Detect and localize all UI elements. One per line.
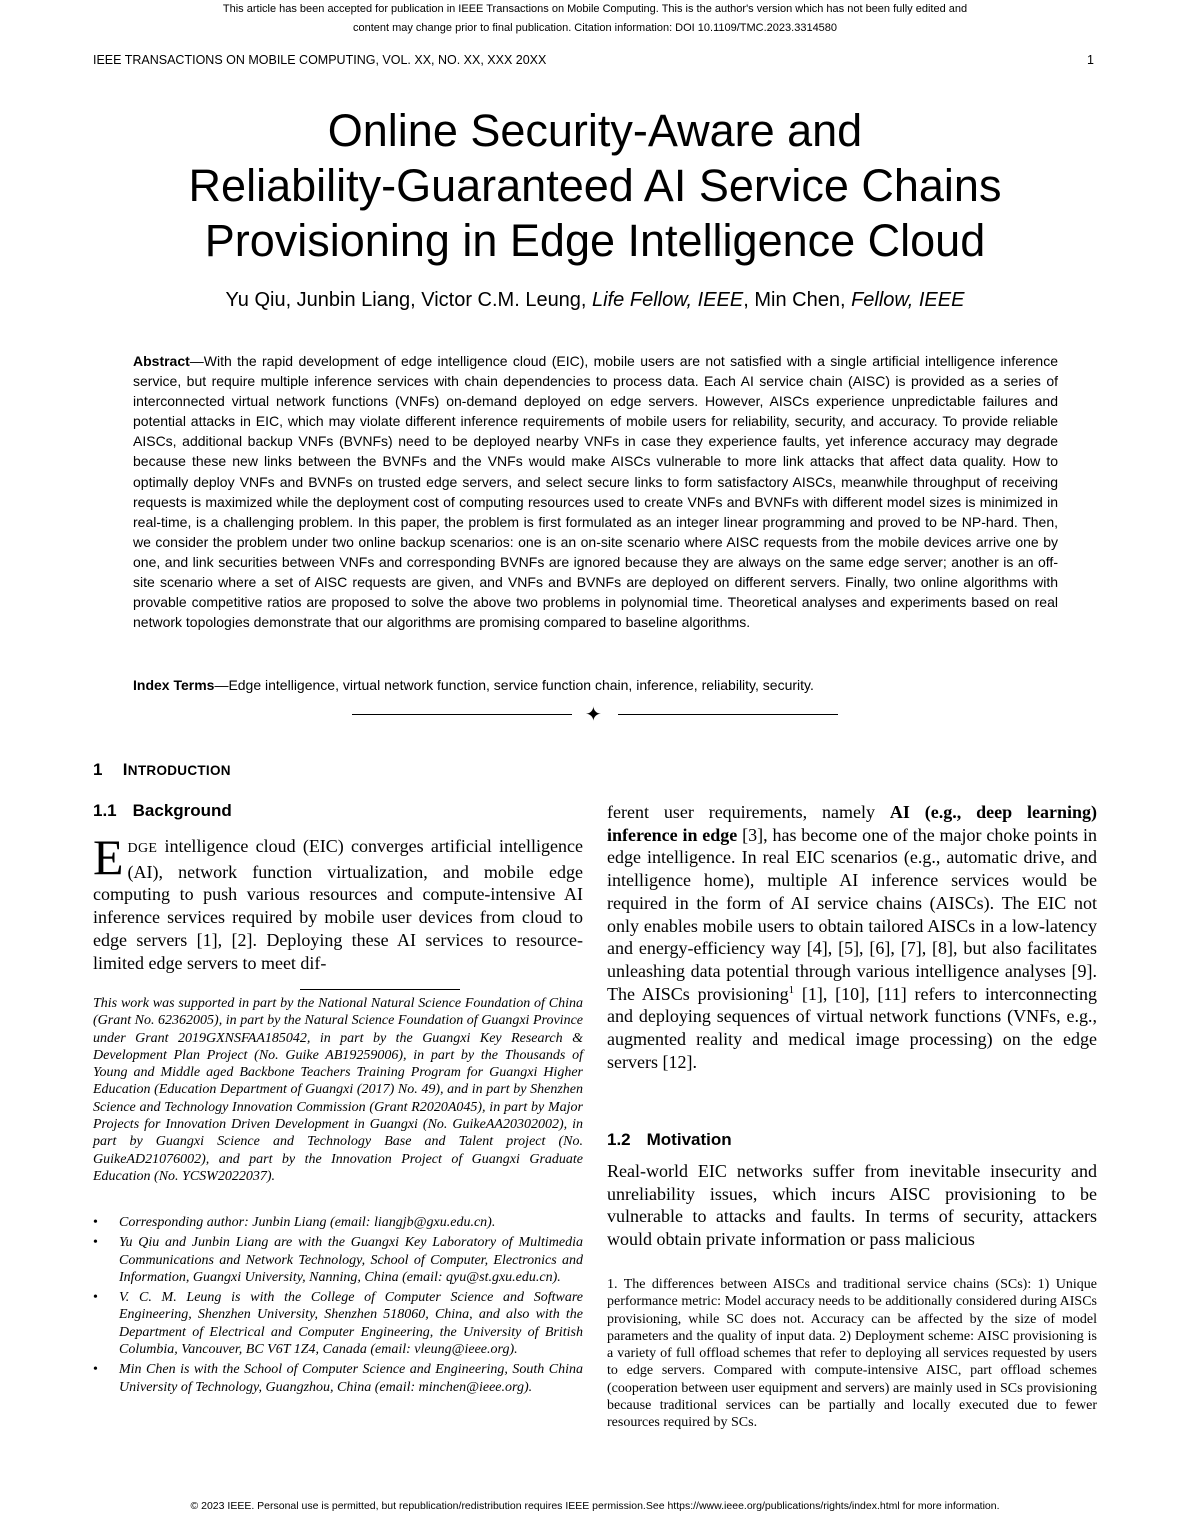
affiliation-text: Yu Qiu and Junbin Liang are with the Guangxi Key Laboratory of Multimedia Communications and Network Technology, School of Computer, Electronics and Information, Guangxi University, Nanning, China (email: qyu@st.gxu.edu.cn). <box>119 1235 583 1285</box>
list-item <box>93 1289 583 1358</box>
bullet-icon: • <box>93 1215 98 1230</box>
bullet-icon: • <box>93 1290 98 1306</box>
index-terms <box>133 675 1058 695</box>
subsection-number: 1.1 <box>93 801 117 820</box>
affiliation-text: V. C. M. Leung is with the College of Computer Science and Software Engineering, Shenzhen University, Shenzhen 518060, China, and also with the Department of Electrical and Computer Engineering, the University of British Columbia, Vancouver, BC V6T 1Z4, Canada (email: vleung@ieee.org). <box>119 1290 583 1358</box>
funding-note: This work was supported in part by the National Natural Science Foundation of China (Grant No. 62362005), in part by the Natural Science Foundation of Guangxi Province under Grant 2019GXNSFAA185042, in part by the Guangxi Key Research & Development Plan Project (No. Guike AB19259006), in part by the Thousands of Young and Middle aged Backbone Teachers Training Program for Guangxi Higher Education (Education Department of Guangxi (2017) No. 49), and in part by Shenzhen Science and Technology Innovation Commission (Grant R2020A045), in part by Major Projects for Innovation Driven Development in Guangxi (No. GuikeAA20302002), in part by Guangxi Science and Technology Base and Talent project (No. GuikeAD21076002), and part by the Innovation Project of Guangxi Graduate Education (No. YCSW2022037). <box>93 996 583 1184</box>
section-title-initial: I <box>122 760 128 779</box>
running-head: IEEE TRANSACTIONS ON MOBILE COMPUTING, VOL. XX, NO. XX, XXX 20XX <box>93 53 547 67</box>
divider-star-icon: ✦ <box>585 704 602 726</box>
background-paragraph <box>93 829 583 974</box>
section-heading-introduction <box>93 760 231 780</box>
authors-part-a: Yu Qiu, Junbin Liang, Victor C.M. Leung, <box>225 289 593 311</box>
abstract <box>133 351 1058 632</box>
notice-line-1: This article has been accepted for publication in IEEE Transactions on Mobile Computing. This is the author's version which has not been fully edited and <box>222 3 968 15</box>
copyright-footer: © 2023 IEEE. Personal use is permitted, but republication/redistribution requires IEEE permission.See https://www.ieee.org/publications/rights/index.html for more information. <box>190 1500 1000 1512</box>
index-terms-label: Index Terms <box>133 677 215 693</box>
author-list <box>100 289 1090 312</box>
background-emphasis: AI (e.g., deep learning) inference in edge <box>607 802 1098 845</box>
background-cont-c: [1], [10], [11] refers to interconnecting and deploying sequences of virtual network functions (VNFs, e.g., augmented reality and medical image processing) on the edge servers [12]. <box>607 983 1097 1072</box>
affiliation-list <box>93 1214 583 1399</box>
subsection-number: 1.2 <box>607 1130 631 1149</box>
list-item <box>93 1361 583 1396</box>
drop-cap: E <box>93 829 124 885</box>
background-cont-b: [3], has become one of the major choke points in edge intelligence. In real EIC scenarios (e.g., automatic drive, and intelligence home), multiple AI inference services would be required in the form of AI service chains (AISCs). The EIC not only enables mobile users to obtain tailored AISCs in a low-latency and energy-efficiency way [4], [5], [6], [7], [8], but also facilitates unleashing data potential through various intelligence analyses [9]. The AISCs provisioning <box>607 824 1098 1004</box>
section-title-rest: NTRODUCTION <box>127 763 231 778</box>
divider-rule-right <box>618 714 838 715</box>
subsection-title: Background <box>132 801 232 820</box>
paper-title <box>120 103 1070 268</box>
subsection-heading-motivation <box>607 1130 732 1150</box>
background-text: intelligence cloud (EIC) converges artificial intelligence (AI), network function virtualization, and mobile edge computing to push various resources and compute-intensive AI inference services required by mobile user devices from cloud to edge servers [1], [2]. Deploying these AI services to resource-limited edge servers to meet dif- <box>93 836 583 973</box>
abstract-text: —With the rapid development of edge intelligence cloud (EIC), mobile users are not satisfied with a single artificial intelligence inference service, but require multiple inference services with chain dependencies to process data. Each AI service chain (AISC) is provided as a series of interconnected virtual network functions (VNFs) on-demand deployed on edge servers. However, AISCs experience unpredictable failures and potential attacks in EIC, which may violate different inference requirements of mobile users for reliability, security, and accuracy. To provide reliable AISCs, additional backup VNFs (BVNFs) need to be deployed nearby VNFs in case they experience faults, yet inference accuracy may degrade because these new links between the BVNFs and the VNFs would make AISCs vulnerable to more link attacks that affect data quality. How to optimally deploy VNFs and BVNFs on trusted edge servers, and select secure links to form satisfactory AISCs, meanwhile throughput of receiving requests is maximized while the deployment cost of computing resources used to create VNFs and BVNFs with different model sizes is minimized in real-time, is a challenging problem. In this paper, the problem is first formulated as an integer linear programming and proved to be NP-hard. Then, we consider the problem under two online backup scenarios: one is an on-site scenario where AISC requests from the mobile devices arrive one by one, and link securities between VNFs and corresponding BVNFs are ignored because they are always on the same edge server; another is an off-site scenario where a set of AISC requests are given, and VNFs and BVNFs are deployed on different servers. Finally, two online algorithms with provable competitive ratios are proposed to solve the above two problems in polynomial time. Theoretical analyses and experiments based on real network topologies demonstrate that our algorithms are promising compared to baseline algorithms. <box>133 353 1058 631</box>
index-terms-text: —Edge intelligence, virtual network function, service function chain, inference, reliability, security. <box>214 677 814 693</box>
title-line-3: Provisioning in Edge Intelligence Cloud <box>204 215 986 266</box>
footnote-1: 1. The differences between AISCs and traditional service chains (SCs): 1) Unique performance metric: Model accuracy needs to be additionally considered during AISCs provisioning, while SC does not. Accuracy can be affected by the size of model parameters and the quality of input data. 2) Deployment scheme: AISC provisioning is a variety of full offload schemes that refer to deploying all services requested by users to edge servers. Compared with compute-intensive AISC, part offload schemes (cooperation between user equipment and servers) are mainly used in SCs provisioning because traditional services can be partially and locally executed due to fewer resources required by SCs. <box>607 1277 1097 1431</box>
abstract-label: Abstract <box>133 353 190 369</box>
subsection-heading-background <box>93 801 232 821</box>
bullet-icon: • <box>93 1235 98 1251</box>
page-number: 1 <box>1087 53 1094 67</box>
affiliation-text: Corresponding author: Junbin Liang (email: liangjb@gxu.edu.cn). <box>119 1215 496 1230</box>
background-paragraph-continued <box>607 801 1097 1073</box>
subsection-title: Motivation <box>646 1130 732 1149</box>
authors-part-b: , Min Chen, <box>743 289 852 311</box>
background-cont-a: ferent user requirements, namely <box>607 802 890 822</box>
bullet-icon: • <box>93 1362 98 1378</box>
footnote-rule <box>300 989 460 990</box>
drop-cap-continuation: DGE <box>127 841 158 856</box>
motivation-paragraph: Real-world EIC networks suffer from inevitable insecurity and unreliability issues, which incurs AISC provisioning to be vulnerable to attacks and faults. In terms of security, attackers would obtain private information or pass malicious <box>607 1161 1097 1250</box>
list-item <box>93 1214 583 1231</box>
title-line-1: Online Security-Aware and <box>327 105 863 156</box>
title-line-2: Reliability-Guaranteed AI Service Chains <box>188 160 1002 211</box>
author-honor-1: Life Fellow, IEEE <box>592 289 744 311</box>
section-number: 1 <box>93 760 103 779</box>
footnote-marker[interactable]: 1 <box>788 983 795 996</box>
publication-notice <box>0 0 1190 38</box>
author-honor-2: Fellow, IEEE <box>851 289 965 311</box>
divider-rule-left <box>352 714 572 715</box>
list-item <box>93 1234 583 1286</box>
affiliation-text: Min Chen is with the School of Computer Science and Engineering, South China University of Technology, Guangzhou, China (email: minchen@ieee.org). <box>119 1362 583 1395</box>
notice-line-2: content may change prior to final publication. Citation information: DOI 10.1109/TMC.2023.3314580 <box>352 22 838 34</box>
